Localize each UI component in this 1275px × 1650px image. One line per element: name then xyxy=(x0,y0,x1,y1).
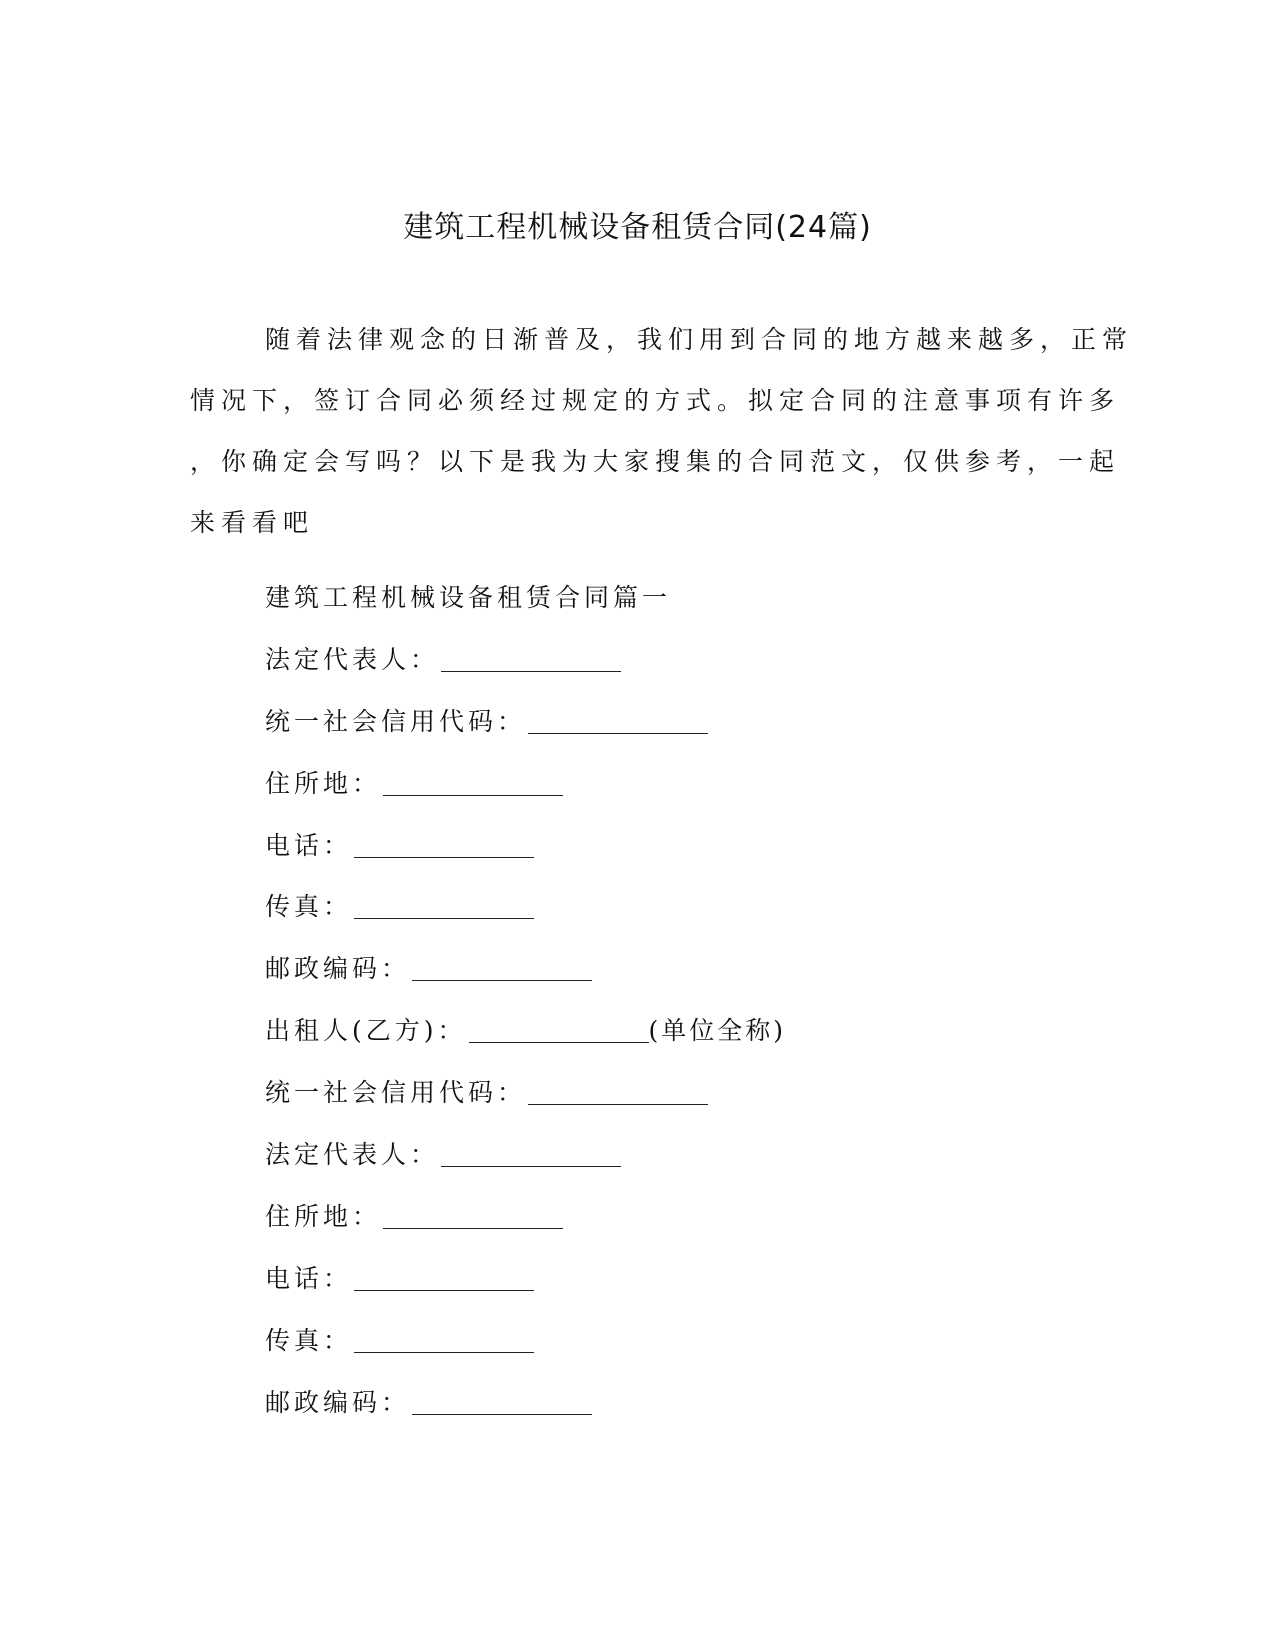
fill-in-blank xyxy=(412,1386,592,1415)
field-label: 电话： xyxy=(265,830,353,860)
field-row xyxy=(265,951,786,1013)
field-label: 传真： xyxy=(265,1325,353,1355)
fill-in-blank xyxy=(528,1076,708,1105)
field-label: 统一社会信用代码： xyxy=(265,706,527,736)
fill-in-blank xyxy=(441,1138,621,1167)
field-row xyxy=(265,1013,786,1075)
section-heading: 建筑工程机械设备租赁合同篇一 xyxy=(265,583,672,612)
field-row xyxy=(265,889,786,951)
intro-line: ，你确定会写吗？以下是我为大家搜集的合同范文，仅供参考，一起 xyxy=(190,447,1121,476)
fill-in-blank xyxy=(441,643,621,672)
intro-line: 随着法律观念的日渐普及，我们用到合同的地方越来越多，正常 xyxy=(265,325,1134,354)
fill-in-blank xyxy=(383,767,563,796)
intro-paragraph xyxy=(190,322,1134,566)
field-row xyxy=(265,1323,786,1385)
intro-line: 来看看吧 xyxy=(190,508,315,537)
field-row xyxy=(265,1385,786,1447)
field-suffix: (单位全称) xyxy=(648,1016,787,1046)
field-label: 法定代表人： xyxy=(265,644,440,674)
field-row xyxy=(265,766,786,828)
field-row xyxy=(265,828,786,890)
fill-in-blank xyxy=(383,1200,563,1229)
field-row xyxy=(265,704,786,766)
contract-fields xyxy=(265,580,786,1446)
field-row xyxy=(265,1075,786,1137)
field-label: 住所地： xyxy=(265,768,382,798)
field-label: 统一社会信用代码： xyxy=(265,1078,527,1108)
fill-in-blank xyxy=(528,705,708,734)
field-label: 邮政编码： xyxy=(265,1387,411,1417)
field-label: 电话： xyxy=(265,1263,353,1293)
field-row xyxy=(265,642,786,704)
intro-line: 情况下，签订合同必须经过规定的方式。拟定合同的注意事项有许多 xyxy=(190,386,1121,415)
document-title: 建筑工程机械设备租赁合同(24篇) xyxy=(403,210,872,245)
fill-in-blank xyxy=(354,890,534,919)
field-row xyxy=(265,1261,786,1323)
field-row xyxy=(265,1137,786,1199)
field-row xyxy=(265,1199,786,1261)
field-label: 邮政编码： xyxy=(265,954,411,984)
fill-in-blank xyxy=(354,829,534,858)
field-label: 住所地： xyxy=(265,1201,382,1231)
fill-in-blank xyxy=(469,1014,649,1043)
fill-in-blank xyxy=(354,1324,534,1353)
field-label: 传真： xyxy=(265,892,353,922)
fill-in-blank xyxy=(354,1262,534,1291)
fill-in-blank xyxy=(412,952,592,981)
field-label: 法定代表人： xyxy=(265,1140,440,1170)
field-label: 出租人(乙方)： xyxy=(265,1016,467,1046)
